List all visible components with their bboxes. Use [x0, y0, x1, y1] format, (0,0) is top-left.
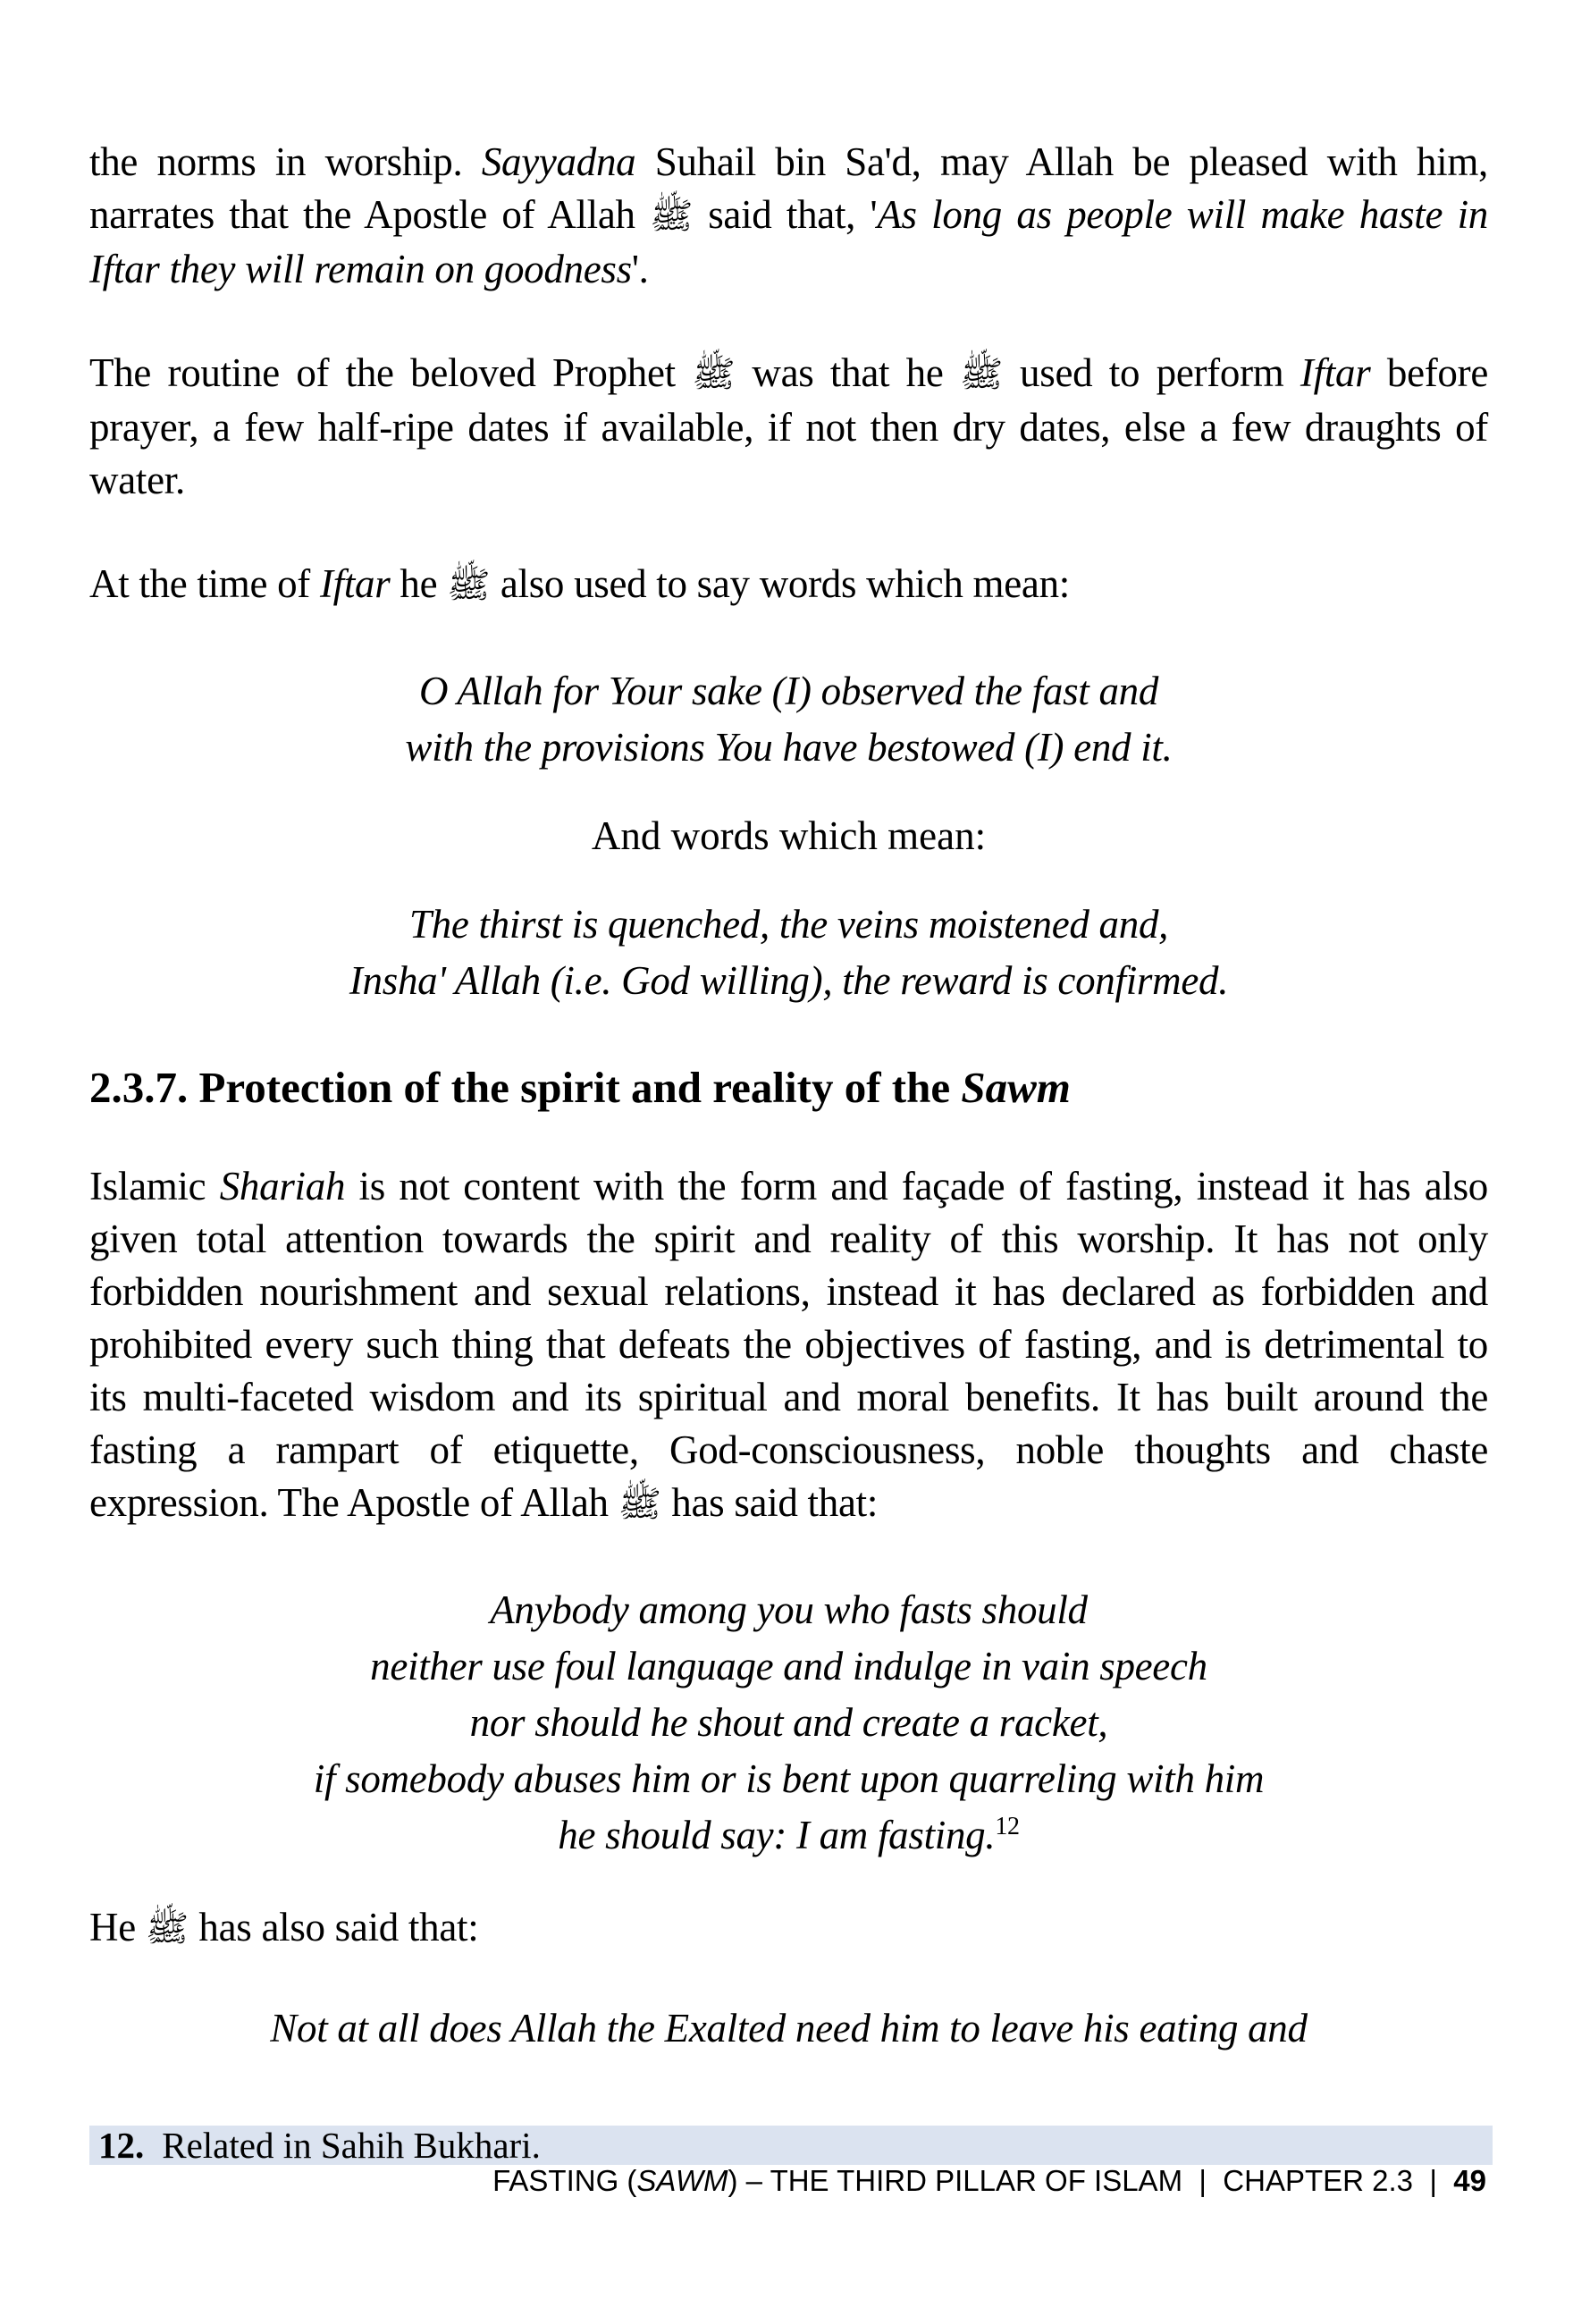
- text-run: 49: [1453, 2164, 1486, 2197]
- text-run: Iftar: [1300, 350, 1371, 395]
- quote-o-allah: [89, 663, 1488, 776]
- text-run: has also said that:: [189, 1905, 479, 1949]
- and-words-which-mean: And words which mean:: [591, 813, 987, 858]
- page-footer: [0, 2164, 1486, 2198]
- text-run: 2.3.7. Protection of the spirit and reality of the: [89, 1063, 962, 1112]
- paragraph-norms-in-worship: [89, 136, 1488, 296]
- text-run: before prayer, a few half-ripe dates if available, if not then dry dates, else a few draughts of water.: [89, 350, 1488, 502]
- text-run: O Allah for Your sake (I) observed the fast and: [418, 669, 1159, 713]
- quote-line: [89, 1582, 1488, 1638]
- text-run: Insha' Allah (i.e. God willing), the reward is confirmed.: [349, 958, 1229, 1003]
- text-run: Anybody among you who fasts should: [490, 1587, 1088, 1632]
- text-run: Suhail bin Sa'd, may Allah be pleased with him, narrates that the Apostle of Allah: [89, 139, 1488, 237]
- quote-line: [89, 1807, 1488, 1864]
- text-column: [89, 136, 1488, 2057]
- text-run: The thirst is quenched, the veins moistened and,: [408, 902, 1169, 947]
- text-run: said that, ': [693, 192, 878, 237]
- text-run: As long as people will make haste in Iftar they will remain on goodness: [89, 192, 1488, 291]
- text-run: the norms in worship.: [89, 139, 482, 184]
- text-run: Not at all does Allah the Exalted need him to leave his eating and: [270, 2006, 1308, 2050]
- text-run: Sawm: [961, 1063, 1071, 1112]
- text-run: is not content with the form and façade of fasting, instead it has also given total attention towards the spirit and reality of this worship. It has not only forbidden nourishment and sexual relations, instead it has declared as forbidden and prohibited every such thing that defeats the objectives of fasting, and is detrimental to its multi-faceted wisdom and its spiritual and moral benefits. It has built around the fasting a rampart of etiquette, God-consciousness, noble thoughts and chaste expression. The Apostle of Allah: [89, 1164, 1488, 1525]
- honorific-icon: ﷺ: [692, 354, 736, 395]
- text-run: At the time of: [89, 561, 320, 606]
- text-run: nor should he shout and create a racket,: [469, 1700, 1108, 1745]
- text-run: with the provisions You have bestowed (I) end it.: [405, 725, 1173, 770]
- paragraph-iftar-time: [89, 558, 1488, 612]
- text-run: was that he: [735, 350, 960, 395]
- quote-line: [89, 2000, 1488, 2057]
- paragraph-prophet-routine: [89, 347, 1488, 507]
- text-run: SAWM: [636, 2164, 728, 2197]
- text-run: Iftar: [319, 561, 391, 606]
- quote-line: [89, 1695, 1488, 1751]
- paragraph-islamic-shariah: [89, 1160, 1488, 1531]
- quote-thirst-quenched: [89, 897, 1488, 1009]
- text-run: if somebody abuses him or is bent upon quarreling with him: [313, 1756, 1265, 1801]
- footnote-reference: 12: [995, 1813, 1020, 1840]
- text-run: neither use foul language and indulge in vain speech: [370, 1644, 1207, 1688]
- honorific-icon: ﷺ: [650, 196, 694, 237]
- quote-line: [89, 720, 1488, 776]
- quote-anybody-who-fasts: [89, 1582, 1488, 1864]
- quote-line: [89, 897, 1488, 953]
- paragraph-he-also-said: [89, 1901, 1488, 1956]
- section-heading-2-3-7: [89, 1060, 1488, 1116]
- text-run: The routine of the beloved Prophet: [89, 350, 693, 395]
- honorific-icon: ﷺ: [959, 354, 1004, 395]
- text-run: Islamic: [89, 1164, 220, 1208]
- quote-not-at-all: [89, 2000, 1488, 2057]
- footnote-text: Related in Sahih Bukhari.: [162, 2125, 541, 2166]
- text-run: also used to say words which mean:: [490, 561, 1071, 606]
- quote-line: [89, 1638, 1488, 1695]
- quote-line: [89, 663, 1488, 720]
- text-run: used to perform: [1003, 350, 1300, 395]
- text-run: FASTING (: [492, 2164, 637, 2197]
- text-run: has said that:: [661, 1480, 879, 1525]
- footnote-number: 12.: [98, 2125, 145, 2166]
- quote-line: [89, 953, 1488, 1009]
- text-run: He: [89, 1905, 146, 1949]
- text-run: ) – THE THIRD PILLAR OF ISLAM | CHAPTER 2.3 |: [728, 2164, 1454, 2197]
- text-run: '.: [631, 247, 649, 291]
- honorific-icon: ﷺ: [447, 565, 491, 606]
- footnote-bar: [89, 2126, 1493, 2165]
- honorific-icon: ﷺ: [145, 1908, 189, 1949]
- honorific-icon: ﷺ: [618, 1484, 662, 1525]
- quote-line: [89, 1751, 1488, 1807]
- text-run: Shariah: [219, 1164, 346, 1208]
- text-run: Sayyadna: [481, 139, 636, 184]
- text-run: he should say: I am fasting.: [558, 1813, 996, 1857]
- text-run: he: [390, 561, 448, 606]
